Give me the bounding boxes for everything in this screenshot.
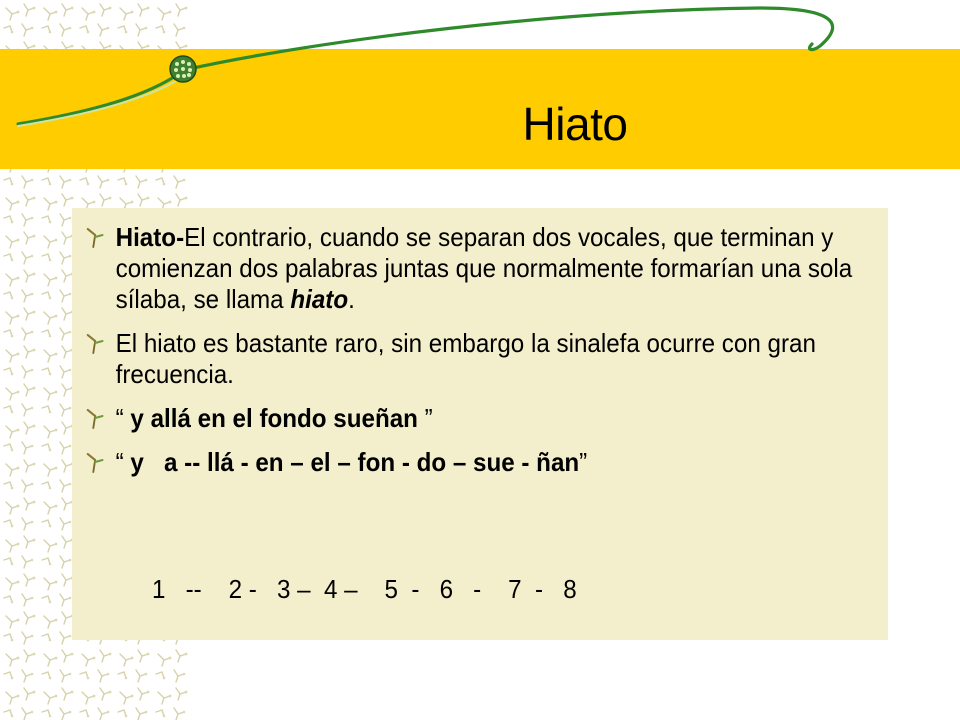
definition-text: El contrario, cuando se separan dos vocales, que terminan y comienzan dos palabras juntas que normalmente formarían una sola sílaba, se llama xyxy=(115,222,853,314)
close-quote: ” xyxy=(579,447,588,477)
bullet-text: El hiato es bastante raro, sin embargo la sinalefa ocurre con gran frecuencia. xyxy=(115,328,816,389)
sprout-bullet-icon xyxy=(84,406,106,430)
open-quote: “ xyxy=(115,403,124,433)
definition-end: . xyxy=(348,284,355,314)
open-quote: “ xyxy=(115,447,124,477)
syllable-count-line: 1 -- 2 - 3 – 4 – 5 - 6 - 7 - 8 xyxy=(152,574,577,604)
sprout-bullet-icon xyxy=(84,225,106,249)
example-phrase: y allá en el fondo sueñan xyxy=(123,403,425,433)
sprout-bullet-icon xyxy=(84,450,106,474)
bullet-example-phrase xyxy=(84,403,888,434)
syllable-split-text: y a -- llá - en – el – fon - do – sue - ñan xyxy=(123,447,580,477)
close-quote: ” xyxy=(424,403,433,433)
dotted-circle-icon xyxy=(170,56,196,82)
bullet-syllable-split xyxy=(84,447,888,478)
term-label: Hiato- xyxy=(115,222,185,252)
bullet-list xyxy=(84,222,884,478)
bullet-hiato-definition xyxy=(84,222,888,315)
sprout-bullet-icon xyxy=(84,331,106,355)
emphasis-term: hiato xyxy=(290,284,349,314)
bullet-hiato-rarity xyxy=(84,328,888,390)
slide-title: Hiato xyxy=(522,98,628,150)
